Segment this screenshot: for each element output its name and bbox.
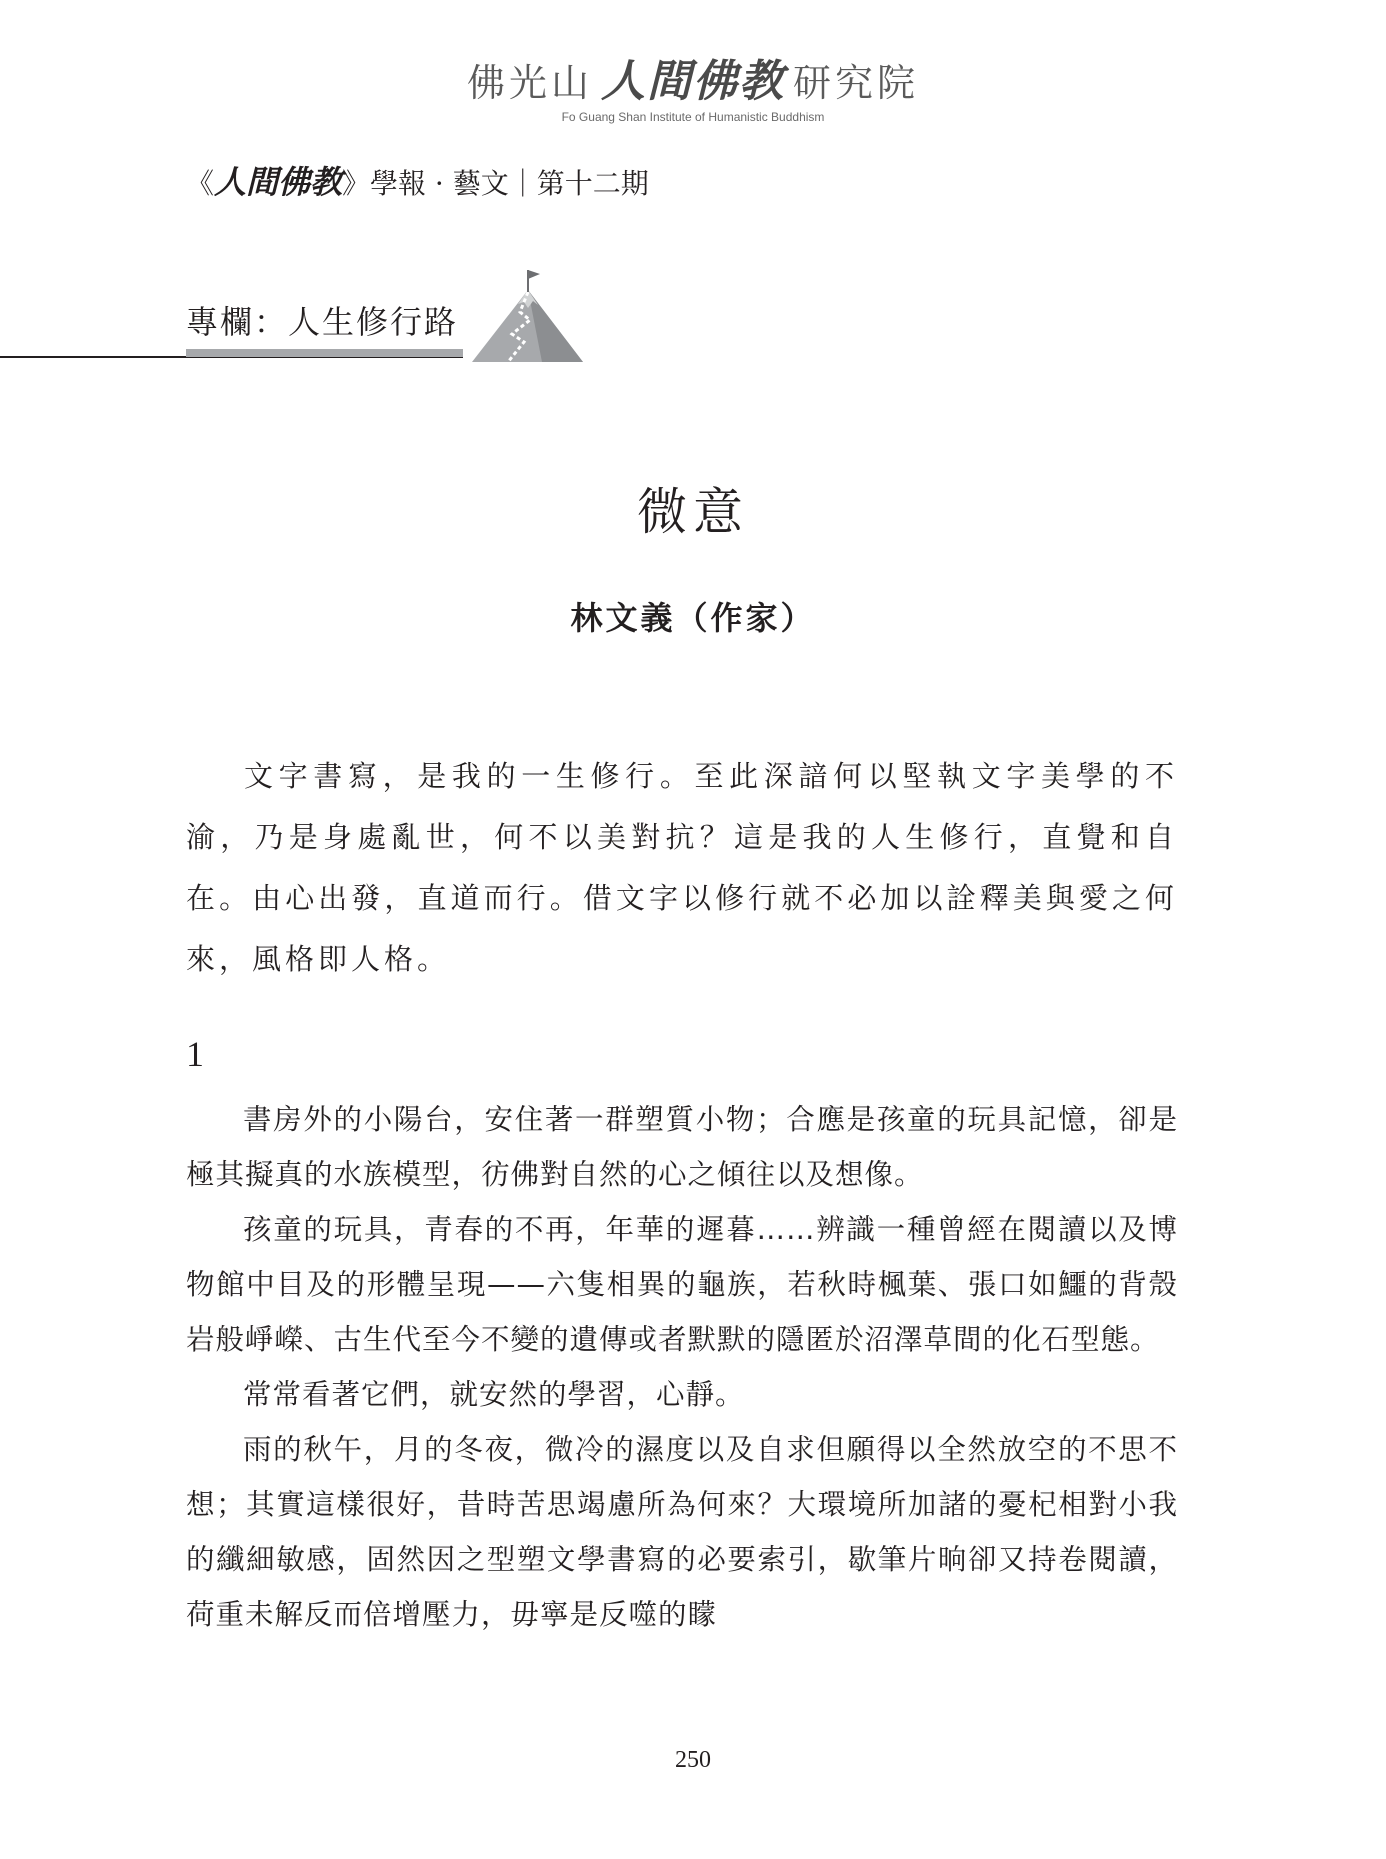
body-paragraph: 雨的秋午，月的冬夜，微冷的濕度以及自求但願得以全然放空的不思不想；其實這樣很好，昔時苦思竭慮所為何來？大環境所加諸的憂杞相對小我的纖細敏感，固然因之型塑文學書寫的必要索引，歇筆片晌卻又持卷閱讀，荷重未解反而倍增壓力，毋寧是反噬的矇: [186, 1433, 1178, 1631]
institute-calligraphy: 人間佛教: [601, 56, 785, 107]
abstract: [186, 746, 1178, 990]
journal-open-bracket: 《: [186, 167, 215, 200]
section-body: [186, 1092, 1178, 1642]
institute-name: [0, 56, 1386, 109]
journal-running-head: [186, 162, 649, 204]
column-rule-accent: [186, 349, 463, 357]
column-title: 專欄：人生修行路: [186, 303, 459, 341]
page-number: 250: [675, 1747, 711, 1773]
body-paragraph: 孩童的玩具，青春的不再，年華的遲暮……辨識一種曾經在閱讀以及博物館中目及的形體呈現——六隻相異的龜族，若秋時楓葉、張口如鱷的背殼岩般崢嶸、古生代至今不變的遺傳或者默默的隱匿於沼澤草間的化石型態。: [186, 1213, 1178, 1356]
institute-suffix: 研究院: [793, 61, 920, 105]
section-number: 1: [186, 1034, 204, 1074]
institute-english-name: Fo Guang Shan Institute of Humanistic Buddhism: [561, 110, 825, 124]
body-paragraph: 書房外的小陽台，安住著一群塑質小物；合應是孩童的玩具記憶，卻是極其擬真的水族模型，彷佛對自然的心之傾往以及想像。: [186, 1103, 1178, 1191]
journal-issue: 》學報 · 藝文｜第十二期: [342, 167, 649, 200]
author-line: 林文義（作家）: [570, 599, 816, 637]
article-title: 微意: [637, 483, 749, 541]
body-paragraph: 常常看著它們，就安然的學習，心靜。: [243, 1378, 745, 1411]
abstract-paragraph: 文字書寫，是我的一生修行。至此深諳何以堅執文字美學的不渝，乃是身處亂世，何不以美對抗？這是我的人生修行，直覺和自在。由心出發，直道而行。借文字以修行就不必加以詮釋美與愛之何來，風格即人格。: [186, 759, 1178, 976]
mountain-flag-icon: [470, 268, 585, 363]
institute-prefix: 佛光山: [466, 61, 593, 105]
journal-calligraphy: 人間佛教: [214, 163, 343, 201]
